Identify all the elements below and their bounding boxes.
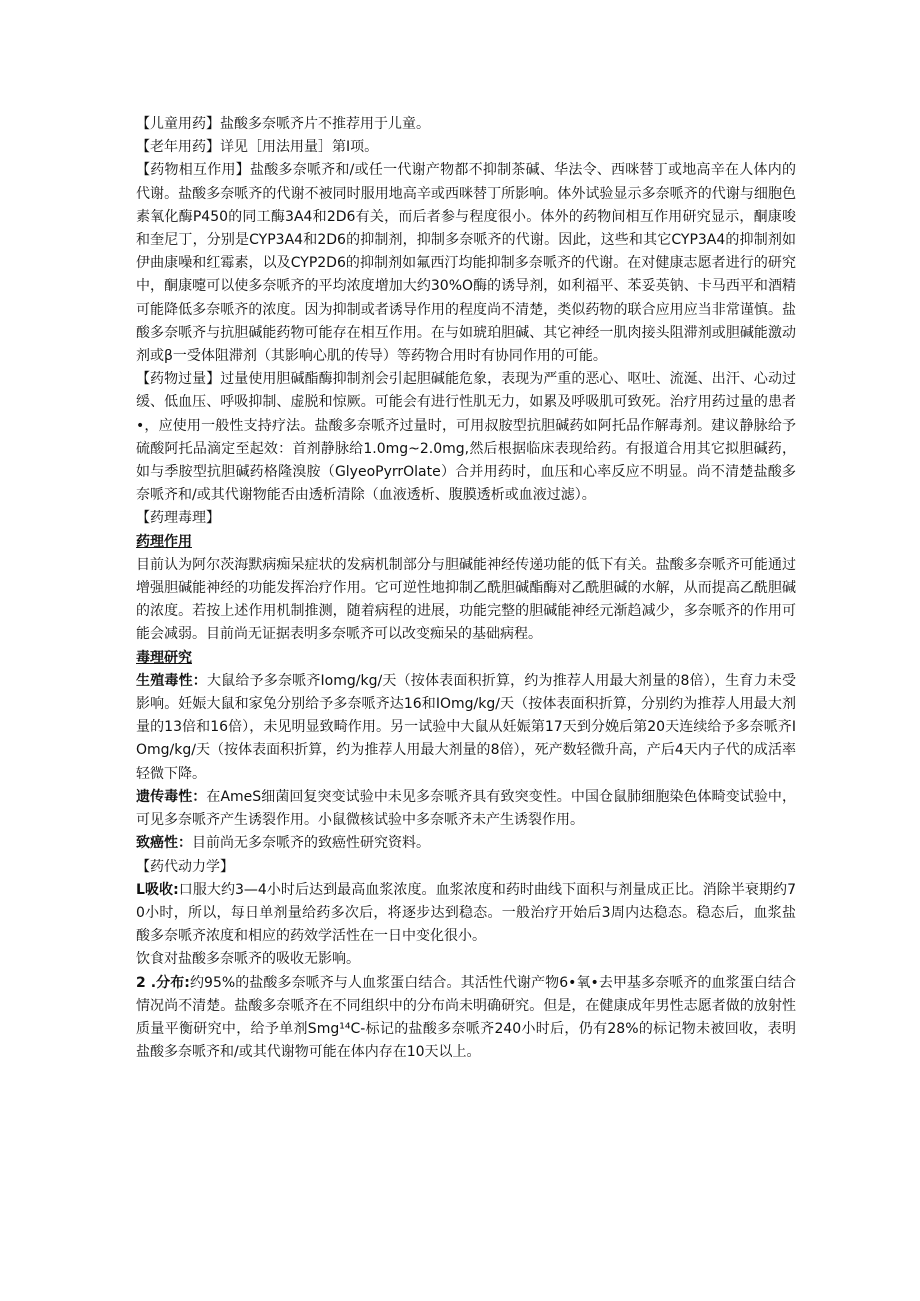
absorption-label: L吸收: (136, 881, 179, 898)
carcinogenicity-label: 致癌性： (136, 835, 192, 852)
pharmacology-heading: 药理作用 (136, 533, 192, 550)
reproductive-toxicity-paragraph (136, 670, 796, 786)
overdose-paragraph: 【药物过量】过量使用胆碱酯酶抑制剂会引起胆碱能危象，表现为严重的恶心、呕吐、流涎、出汗、心动过缓、低血压、呼吸抑制、虚脱和惊厥。可能会有进行性肌无力，如累及呼吸肌可致死。治疗用药过量的患者•，应使用一般性支持疗法。盐酸多奈哌齐过量时，可用叔胺型抗胆碱药如阿托品作解毒剂。建议静脉给予硫酸阿托品滴定至起效：首剂静脉给1.0mg~2.0mg,然后根据临床表现给药。有报道合用其它拟胆碱药，如与季胺型抗胆碱药格隆溴胺（GlyeoPyrrOlate）合并用药时，血压和心率反应不明显。尚不清楚盐酸多奈哌齐和/或其代谢物能否由透析清除（血液透析、腹膜透析或血液过滤）。 (136, 371, 796, 504)
pharmacokinetics-heading: 【药代动力学】 (136, 858, 234, 875)
pediatric-use-paragraph: 【儿童用药】盐酸多奈哌齐片不推荐用于儿童。 (136, 116, 430, 132)
genetic-toxicity-text: 在AmeS细菌回复突变试验中未见多奈哌齐具有致突变性。中国仓鼠肺细胞染色体畸变试验中，可见多奈哌齐产生诱裂作用。小鼠微核试验中多奈哌齐未产生诱裂作用。 (136, 788, 796, 829)
distribution-text: 约95%的盐酸多奈哌齐与人血浆蛋白结合。其活性代谢产物6•氧•去甲基多奈哌齐的血浆蛋白结合情况尚不清楚。盐酸多奈哌齐在不同组织中的分布尚未明确研究。但是，在健康成年男性志愿者做的放射性质量平衡研究中，给予单剂Smg¹⁴C-标记的盐酸多奈哌齐240小时后，仍有28%的标记物未被回收，表明盐酸多奈哌齐和/或其代谢物可能在体内存在10天以上。 (136, 974, 796, 1061)
distribution-label: 2 .分布: (136, 974, 190, 991)
pharmacology-paragraph: 目前认为阿尔茨海默病痴呆症状的发病机制部分与胆碱能神经传递功能的低下有关。盐酸多奈哌齐可能通过增强胆碱能神经的功能发挥治疗作用。它可逆性地抑制乙酰胆碱酯酶对乙酰胆碱的水解，从而提高乙酰胆碱的浓度。若按上述作用机制推测，随着病程的进展，功能完整的胆碱能神经元渐趋减少，多奈哌齐的作用可能会减弱。目前尚无证据表明多奈哌齐可以改变痴呆的基础病程。 (136, 556, 796, 643)
reproductive-toxicity-label: 生殖毒性： (136, 672, 207, 689)
carcinogenicity-paragraph (136, 832, 796, 855)
pharmacology-toxicology-heading: 【药理毒理】 (136, 510, 220, 527)
geriatric-use-paragraph: 【老年用药】详见［用法用量］第I项。 (136, 139, 379, 156)
drug-interactions-paragraph: 【药物相互作用】盐酸多奈哌齐和/或任一代谢产物都不抑制茶碱、华法令、西咪替丁或地高辛在人体内的代谢。盐酸多奈哌齐的代谢不被同时服用地高辛或西咪替丁所影响。体外试验显示多奈哌齐的代谢与细胞色素氧化酶P450的同工酶3A4和2D6有关，而后者参与程度很小。体外的药物间相互作用研究显示，酮康唆和奎尼丁，分别是CYP3A4和2D6的抑制剂，抑制多奈哌齐的代谢。因此，这些和其它CYP3A4的抑制剂如伊曲康噪和红霉素，以及CYP2D6的抑制剂如氟西汀均能抑制多奈哌齐的代谢。在对健康志愿者进行的研究中，酮康嚏可以使多奈哌齐的平均浓度增加大约30%O酶的诱导剂，如利福平、苯妥英钠、卡马西平和酒精可能降低多奈哌齐的浓度。因为抑制或者诱导作用的程度尚不清楚，类似药物的联合应用应当非常谨慎。盐酸多奈哌齐与抗胆碱能药物可能存在相互作用。在与如琥珀胆碱、其它神经一肌肉接头阻滞剂或胆碱能激动剂或β一受体阻滞剂（其影响心肌的传导）等药物合用时有协同作用的可能。 (136, 162, 796, 365)
food-effect-paragraph: 饮食对盐酸多奈哌齐的吸收无影响。 (136, 951, 360, 968)
genetic-toxicity-paragraph (136, 786, 796, 832)
document-page (136, 113, 796, 1064)
reproductive-toxicity-text: 大鼠给予多奈哌齐Iomg∕kg∕天（按体表面积折算，约为推荐人用最大剂量的8倍），生育力未受影响。妊娠大鼠和家兔分别给予多奈哌齐达16和IOmg∕kg∕天（按体表面积折算，分别约为推荐人用最大剂量的13倍和16倍），未见明显致畸作用。另一试验中大鼠从妊娠第17天到分娩后第20天连续给予多奈哌齐IOmg∕kg∕天（按体表面积折算，约为推荐人用最大剂量的8倍），死产数轻微升高，产后4天内子代的成活率轻微下降。 (136, 672, 796, 782)
carcinogenicity-text: 目前尚无多奈哌齐的致癌性研究资料。 (192, 835, 430, 852)
absorption-text: 口服大约3—4小时后达到最高血浆浓度。血浆浓度和药时曲线下面积与剂量成正比。消除半衰期约70小时，所以，每日单剂量给药多次后，将逐步达到稳态。一般治疗开始后3周内达稳态。稳态后，血浆盐酸多奈哌齐浓度和相应的药效学活性在一日中变化很小。 (136, 881, 796, 945)
absorption-paragraph (136, 879, 796, 949)
distribution-paragraph (136, 972, 796, 1065)
toxicology-heading: 毒理研究 (136, 649, 192, 666)
genetic-toxicity-label: 遗传毒性： (136, 788, 207, 805)
